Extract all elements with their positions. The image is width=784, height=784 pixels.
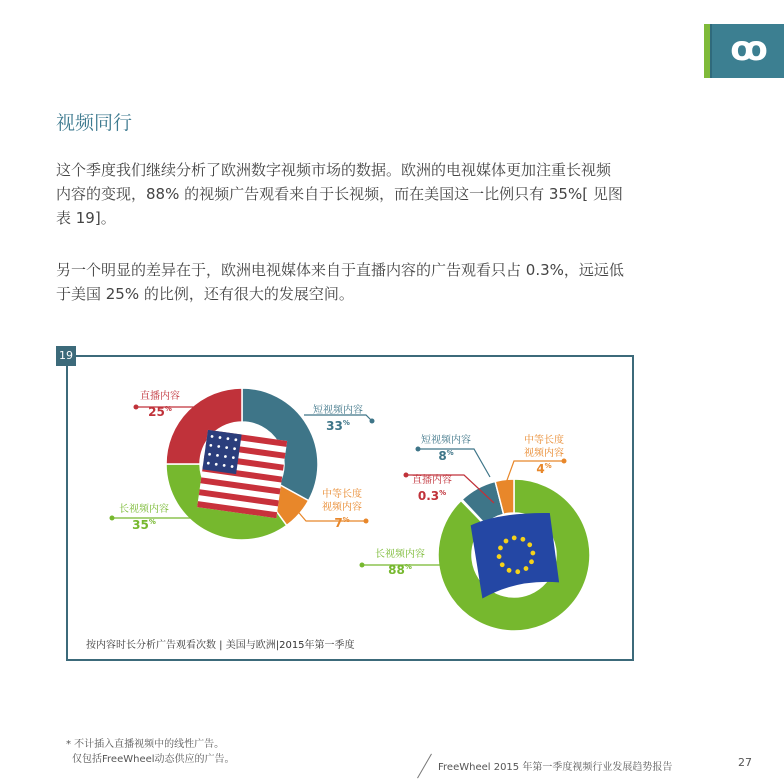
paragraph-1-line-2: 内容的变现，88% 的视频广告观看来自于长视频，而在美国这一比例只有 35%[ 见图 [56,185,623,203]
us-leader-dot-mid [364,519,369,524]
eu-value-long: 88% [388,563,412,577]
eu-leader-short [418,449,490,477]
paragraph-1 [56,158,676,230]
footnote-2: 仅包括FreeWheel动态供应的广告。 [72,754,235,765]
paragraph-1-line-3: 表 19]。 [56,209,116,227]
eu-value-live: 0.3% [417,489,447,503]
eu-leader-dot-live [404,473,409,478]
us-value-short: 33% [326,419,350,433]
logo-glyph: ꝏ [730,29,766,69]
brand-logo [704,24,784,78]
us-leader-dot-short [370,419,375,424]
footnote-1: * 不计插入直播视频中的线性广告。 [66,739,225,750]
section-title: 视频同行 [56,112,133,134]
eu-label-live: 直播内容 [412,475,452,486]
us-label-mid-line-1: 中等长度 [322,489,362,500]
eu-leader-dot-long [360,563,365,568]
eu-label-short: 短视频内容 [421,435,471,446]
eu-label-mid-line-2: 视频内容 [524,448,564,459]
paragraph-2-line-2: 于美国 25% 的比例，还有很大的发展空间。 [56,285,354,303]
footer-divider [417,754,432,779]
us-label-long: 长视频内容 [119,504,169,515]
us-value-mid: 7% [334,516,350,530]
footer-report-title: FreeWheel 2015 年第一季度视频行业发展趋势报告 [438,762,673,773]
paragraph-2 [56,258,676,306]
eu-value-mid: 4% [536,462,552,476]
paragraph-1-line-1: 这个季度我们继续分析了欧洲数字视频市场的数据。欧洲的电视媒体更加注重长视频 [56,161,612,179]
us-flag-icon [197,430,287,518]
logo-stripe [704,24,710,78]
figure-number: 19 [56,346,76,366]
donut-charts [66,355,634,661]
us-value-long: 35% [132,518,156,532]
us-leader-dot-long [110,516,115,521]
paragraph-2-line-1: 另一个明显的差异在于，欧洲电视媒体来自于直播内容的广告观看只占 0.3%，远远低 [56,261,624,279]
us-leader-dot-live [134,405,139,410]
eu-label-mid-line-1: 中等长度 [524,435,564,446]
page-number: 27 [738,756,752,769]
eu-label-long: 长视频内容 [375,549,425,560]
us-value-live: 25% [148,405,172,419]
us-label-live: 直播内容 [140,391,180,402]
logo-mark [712,24,784,78]
us-label-mid-line-2: 视频内容 [322,502,362,513]
eu-leader-dot-mid [562,459,567,464]
figure-caption: 按内容时长分析广告观看次数 | 美国与欧洲|2015年第一季度 [86,640,355,651]
eu-value-short: 8% [438,449,454,463]
eu-leader-dot-short [416,447,421,452]
us-label-short: 短视频内容 [313,405,363,416]
